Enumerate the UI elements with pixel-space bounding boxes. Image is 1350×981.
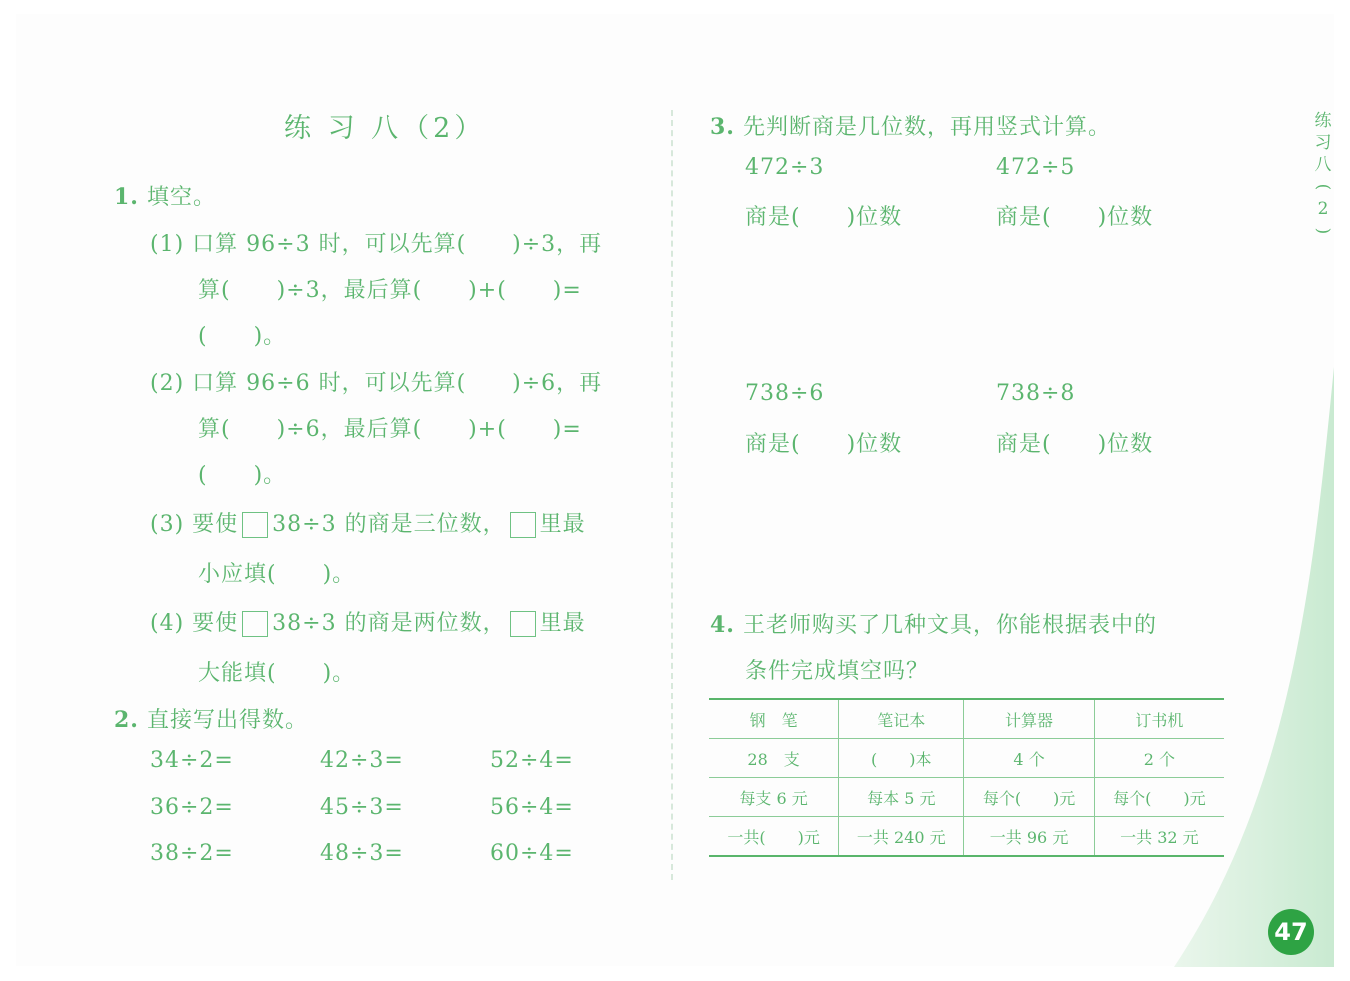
- side-char: 练: [1314, 111, 1332, 131]
- table-cell: 28 支: [709, 739, 839, 778]
- table-cell: 订书机: [1094, 699, 1224, 739]
- q1-p3-text-a: (3) 要使: [150, 512, 239, 537]
- q1-p3-line1: [150, 507, 586, 538]
- stationery-table: [709, 698, 1224, 857]
- q2-number: 2.: [114, 707, 139, 733]
- q4-heading-text: 王老师购买了几种文具，你能根据表中的: [742, 613, 1157, 638]
- q2-heading: [114, 703, 308, 734]
- table-cell: 2 个: [1094, 739, 1224, 778]
- q3-number: 3.: [710, 114, 735, 140]
- blank-box[interactable]: [242, 512, 268, 538]
- decorative-swoosh: [1174, 367, 1334, 967]
- table-cell: 每个( )元: [964, 778, 1094, 817]
- q1-p1-line3: ( )。: [198, 324, 287, 349]
- q1-p4-text-c: 里最: [539, 611, 586, 636]
- q2-item: 38÷2=: [150, 841, 234, 866]
- q4-number: 4.: [710, 612, 735, 638]
- side-char: (: [1313, 183, 1333, 191]
- q3-problem: 738÷6: [745, 381, 825, 406]
- table-row: [709, 699, 1224, 739]
- q2-item: 56÷4=: [490, 795, 574, 820]
- table-cell: 一共 32 元: [1094, 817, 1224, 857]
- table-row: [709, 817, 1224, 857]
- q2-item: 45÷3=: [320, 795, 404, 820]
- q1-number: 1.: [114, 184, 139, 210]
- q4-heading-line2: 条件完成填空吗？: [745, 659, 930, 684]
- q1-p3-line2: 小应填( )。: [198, 562, 356, 587]
- q2-item: 34÷2=: [150, 748, 234, 773]
- q2-item: 60÷4=: [490, 841, 574, 866]
- q3-answer-label: 商是( )位数: [996, 432, 1154, 457]
- blank-box[interactable]: [510, 611, 536, 637]
- page-divider: [671, 110, 673, 880]
- side-char: 八: [1314, 155, 1332, 175]
- q3-heading-text: 先判断商是几位数，再用竖式计算。: [742, 115, 1111, 140]
- page-number: 47: [1268, 909, 1314, 955]
- q1-p1-line2: 算( )÷3，最后算( )+( )=: [198, 278, 582, 303]
- q2-heading-text: 直接写出得数。: [146, 708, 308, 733]
- table-cell: 每个( )元: [1094, 778, 1224, 817]
- table-cell: 一共 240 元: [839, 817, 964, 857]
- q2-item: 36÷2=: [150, 795, 234, 820]
- table-cell: 笔记本: [839, 699, 964, 739]
- side-char: 习: [1314, 133, 1332, 153]
- q2-item: 48÷3=: [320, 841, 404, 866]
- table-cell: 钢 笔: [709, 699, 839, 739]
- q3-answer-label: 商是( )位数: [996, 205, 1154, 230]
- table-row: [709, 739, 1224, 778]
- q3-problem: 472÷3: [745, 155, 825, 180]
- q1-p2-line3: ( )。: [198, 463, 287, 488]
- q2-item: 42÷3=: [320, 748, 404, 773]
- q3-answer-label: 商是( )位数: [745, 432, 903, 457]
- q1-p1-line1: (1) 口算 96÷3 时，可以先算( )÷3，再: [150, 232, 603, 257]
- q1-p4-line2: 大能填( )。: [198, 661, 356, 686]
- table-row: [709, 778, 1224, 817]
- q3-problem: 472÷5: [996, 155, 1076, 180]
- section-title: 练 习 八（2）: [284, 113, 486, 144]
- table-cell: 计算器: [964, 699, 1094, 739]
- table-cell: 每本 5 元: [839, 778, 964, 817]
- table-cell: 一共 96 元: [964, 817, 1094, 857]
- table-cell: 一共( )元: [709, 817, 839, 857]
- q1-p2-line1: (2) 口算 96÷6 时，可以先算( )÷6，再: [150, 371, 603, 396]
- q3-heading: [710, 110, 1111, 141]
- q1-p3-text-c: 里最: [539, 512, 586, 537]
- side-section-title: [1313, 110, 1333, 242]
- side-char: 2: [1317, 199, 1329, 219]
- q1-p4-text-a: (4) 要使: [150, 611, 239, 636]
- q3-answer-label: 商是( )位数: [745, 205, 903, 230]
- q2-item: 52÷4=: [490, 748, 574, 773]
- q1-p4-line1: [150, 606, 586, 637]
- q1-p4-text-b: 38÷3 的商是两位数，: [272, 611, 506, 636]
- table-cell: 4 个: [964, 739, 1094, 778]
- blank-box[interactable]: [510, 512, 536, 538]
- q4-heading-line1: [710, 608, 1157, 639]
- table-cell: ( )本: [839, 739, 964, 778]
- q1-heading: [114, 180, 216, 211]
- q1-p2-line2: 算( )÷6，最后算( )+( )=: [198, 417, 582, 442]
- q3-problem: 738÷8: [996, 381, 1076, 406]
- blank-box[interactable]: [242, 611, 268, 637]
- side-char: ): [1313, 227, 1333, 235]
- q1-p3-text-b: 38÷3 的商是三位数，: [272, 512, 506, 537]
- q1-heading-text: 填空。: [146, 185, 216, 210]
- table-cell: 每支 6 元: [709, 778, 839, 817]
